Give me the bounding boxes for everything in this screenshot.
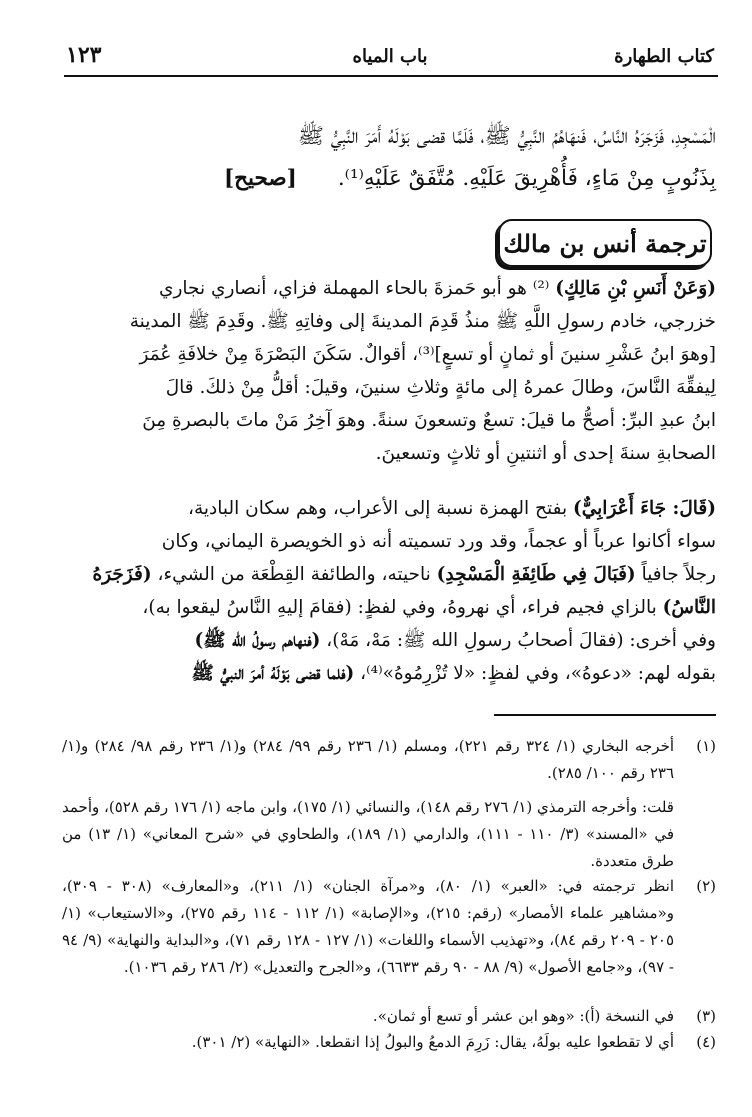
- commentary-line: ابنُ عبدِ البرِّ: أصحُّ ما قيلَ: تسعٌ وتسعونَ سنةً. وهوَ آخِرُ مَنْ ماتَ بالبصرةِ مِنَ: [142, 410, 716, 431]
- footnote-1: [62, 733, 716, 787]
- hadith-line: الْمَسْجِدِ، فَزَجَرَهُ النَّاسُ، فَنهَاهُمُ النَّبِيُّ ﷺ، فَلَمَّا قضى بَوْلَهُ أَمَرَ النَّبِيُّ ﷺ: [297, 124, 716, 149]
- footnote-text: في النسخة (أ): «وهو ابن عشر أو تسع أو ثمان».: [372, 1007, 674, 1025]
- footnote-number: (٤): [696, 1033, 716, 1051]
- commentary-line: لِيفقِّهَ النَّاسَ، وطالَ عمرهُ إلى مائةٍ وثلاثِ سنينَ، وقيلَ: أقلُّ مِنْ ذلكَ. قالَ: [165, 377, 716, 398]
- footnote-1-extra: [62, 794, 716, 875]
- commentary-line: [62, 657, 716, 690]
- footnote-divider: [494, 714, 716, 716]
- footnote-3: [62, 1003, 716, 1030]
- quoted-phrase: (فلما قضى بَوْلَهُ أمرَ النبيُّ ﷺ: [191, 663, 355, 684]
- section-title: ترجمة أنس بن مالك: [503, 228, 707, 258]
- commentary-line: الصحابةِ سنةَ إحدى أو اثنتينِ أو ثلاثٍ وتسعينَ.: [375, 443, 716, 464]
- commentary-text: رجلاً جافياً: [641, 564, 716, 585]
- commentary-text: بقوله لهم: «دعوهُ»، وفي لفظٍ: «لا تُزْرِمُوهُ»⁽⁴⁾،: [360, 663, 716, 684]
- hadith-text: [62, 116, 716, 200]
- footnote-number: (٢): [696, 877, 716, 895]
- footnote-row: [62, 1003, 716, 1030]
- footnote-text: أي لا تقطعوا عليه بولَهُ، يقال: زَرِمَ الدمعُ والبولُ إذا انقطعا. «النهاية» (٢/ ٣٠١).: [191, 1033, 674, 1051]
- footnote-row: [62, 733, 716, 787]
- footnote-text: أخرجه البخاري (١/ ٣٢٤ رقم ٢٢١)، ومسلم (١/ ٢٣٦ رقم ٩٩/ ٢٨٤) و(١/ ٢٣٦ رقم ٩٨/ ٢٨٤) و(١/ ٢٣٦ رقم ١٠٠/ ٢٨٥).: [62, 737, 675, 782]
- commentary-text: ⁽²⁾ هو أبو حَمزةَ بالحاء المهملة فزاي، أنصاري نجاري: [158, 278, 550, 299]
- commentary-line: خزرجي، خادم رسولِ اللَّهِ ﷺ منذُ قَدِمَ المدينةَ إلى وفاتِهِ ﷺ. وقَدِمَ ﷺ المدينة: [129, 311, 716, 332]
- commentary-text: بالزاي فجيم فراء، أي نهروهُ، وفي لفظٍ: (فقامَ إليهِ النَّاسُ ليقعوا به)،: [142, 597, 657, 618]
- quoted-phrase: (وَعَنْ أَنَسِ بْنِ مَالِكٍ): [555, 278, 716, 299]
- footnote-number: (١): [696, 737, 716, 755]
- commentary-paragraph: [62, 272, 716, 470]
- commentary-text: ناحيته، والطائفة القِطْعَة من الشيء،: [157, 564, 431, 585]
- hadith-grade: [صحيح]: [223, 166, 297, 191]
- hadith-line: [62, 158, 716, 200]
- commentary-line: [وهوَ ابنُ عَشْرِ سنينَ أو ثمانٍ أو تسعٍ]⁽³⁾، أقوالٌ. سَكَنَ البَصْرَةَ مِنْ خلافَةِ عُمَرَ: [139, 344, 716, 365]
- commentary-line: [62, 591, 716, 624]
- quoted-phrase: النَّاسُ): [662, 597, 716, 618]
- commentary-text: وفي أخرى: (فقالَ أصحابُ رسولِ الله ﷺ: مَهْ، مَهْ)،: [326, 630, 716, 651]
- quoted-phrase: (قَالَ: جَاءَ أَعْرَابِيٌّ): [572, 498, 716, 519]
- footnote-4: [62, 1029, 716, 1056]
- commentary-line: [62, 272, 716, 305]
- commentary-line: [62, 492, 716, 525]
- footnote-row: [62, 1029, 716, 1056]
- commentary-text: بفتح الهمزة نسبة إلى الأعراب، وهم سكان البادية،: [187, 498, 568, 519]
- chapter-title: باب المياه: [352, 46, 428, 67]
- page-header: [66, 42, 714, 72]
- quoted-phrase: (فَزَجَرَهُ: [92, 564, 152, 585]
- quoted-phrase: (فَبَالَ فِي طَائِفَةِ الْمَسْجِدِ): [436, 564, 636, 585]
- footnote-row: [62, 873, 716, 981]
- footnote-number: (٣): [696, 1007, 716, 1025]
- page-number: ١٢٣: [66, 42, 102, 68]
- book-title: كتاب الطهارة: [614, 46, 714, 67]
- commentary-line: [62, 624, 716, 657]
- footnote-2: [62, 873, 716, 981]
- header-divider: [64, 75, 718, 77]
- section-heading-box: [498, 219, 712, 267]
- commentary-paragraph: [62, 492, 716, 690]
- hadith-line-text: بِذَنُوبٍ مِنْ مَاءٍ، فَأُهْرِيقَ عَلَيْهِ. مُتَّفَقٌ عَلَيْهِ⁽¹⁾.: [337, 166, 716, 191]
- footnote-text: انظر ترجمته في: «العبر» (١/ ٨٠)، و«مرآة الجنان» (١/ ٢١١)، و«المعارف» (٣٠٨ - ٣٠٩)، و«مشاهير علماء الأمصار» (رقم: ٢١٥)، و«الإصابة» (١/ ١١٢ - ١١٤ رقم ٢٧٥)، و«الاستيعاب» (١/ ٢٠٥ - ٢٠٩ رقم ٨٤)، و«تهذيب الأسماء واللغات» (١/ ١٢٧ - ١٢٨ رقم ٧١)، و«البداية والنهاية» (٩/ ٩٤ - ٩٧)، و«جامع الأصول» (٩/ ٨٨ - ٩٠ رقم ٦٦٣٣)، و«الجرح والتعديل» (٢/ ٢٨٦ رقم ١٠٣٦).: [62, 877, 675, 976]
- footnote-text: قلت: وأخرجه الترمذي (١/ ٢٧٦ رقم ١٤٨)، والنسائي (١/ ١٧٥)، وابن ماجه (١/ ١٧٦ رقم ٥٢٨)، وأحمد في «المسند» (٣/ ١١٠ - ١١١)، والدارمي (١/ ١٨٩)، والطحاوي في «شرح المعاني» (١/ ١٣) من طرق متعددة.: [62, 798, 675, 870]
- commentary-line: [62, 558, 716, 591]
- quoted-phrase: (فنهاهم رسولُ الله ﷺ): [194, 630, 321, 651]
- commentary-line: سواء أكانوا عرباً أو عجماً، وقد ورد تسميته أنه ذو الخويصرة اليماني، وكان: [161, 531, 716, 552]
